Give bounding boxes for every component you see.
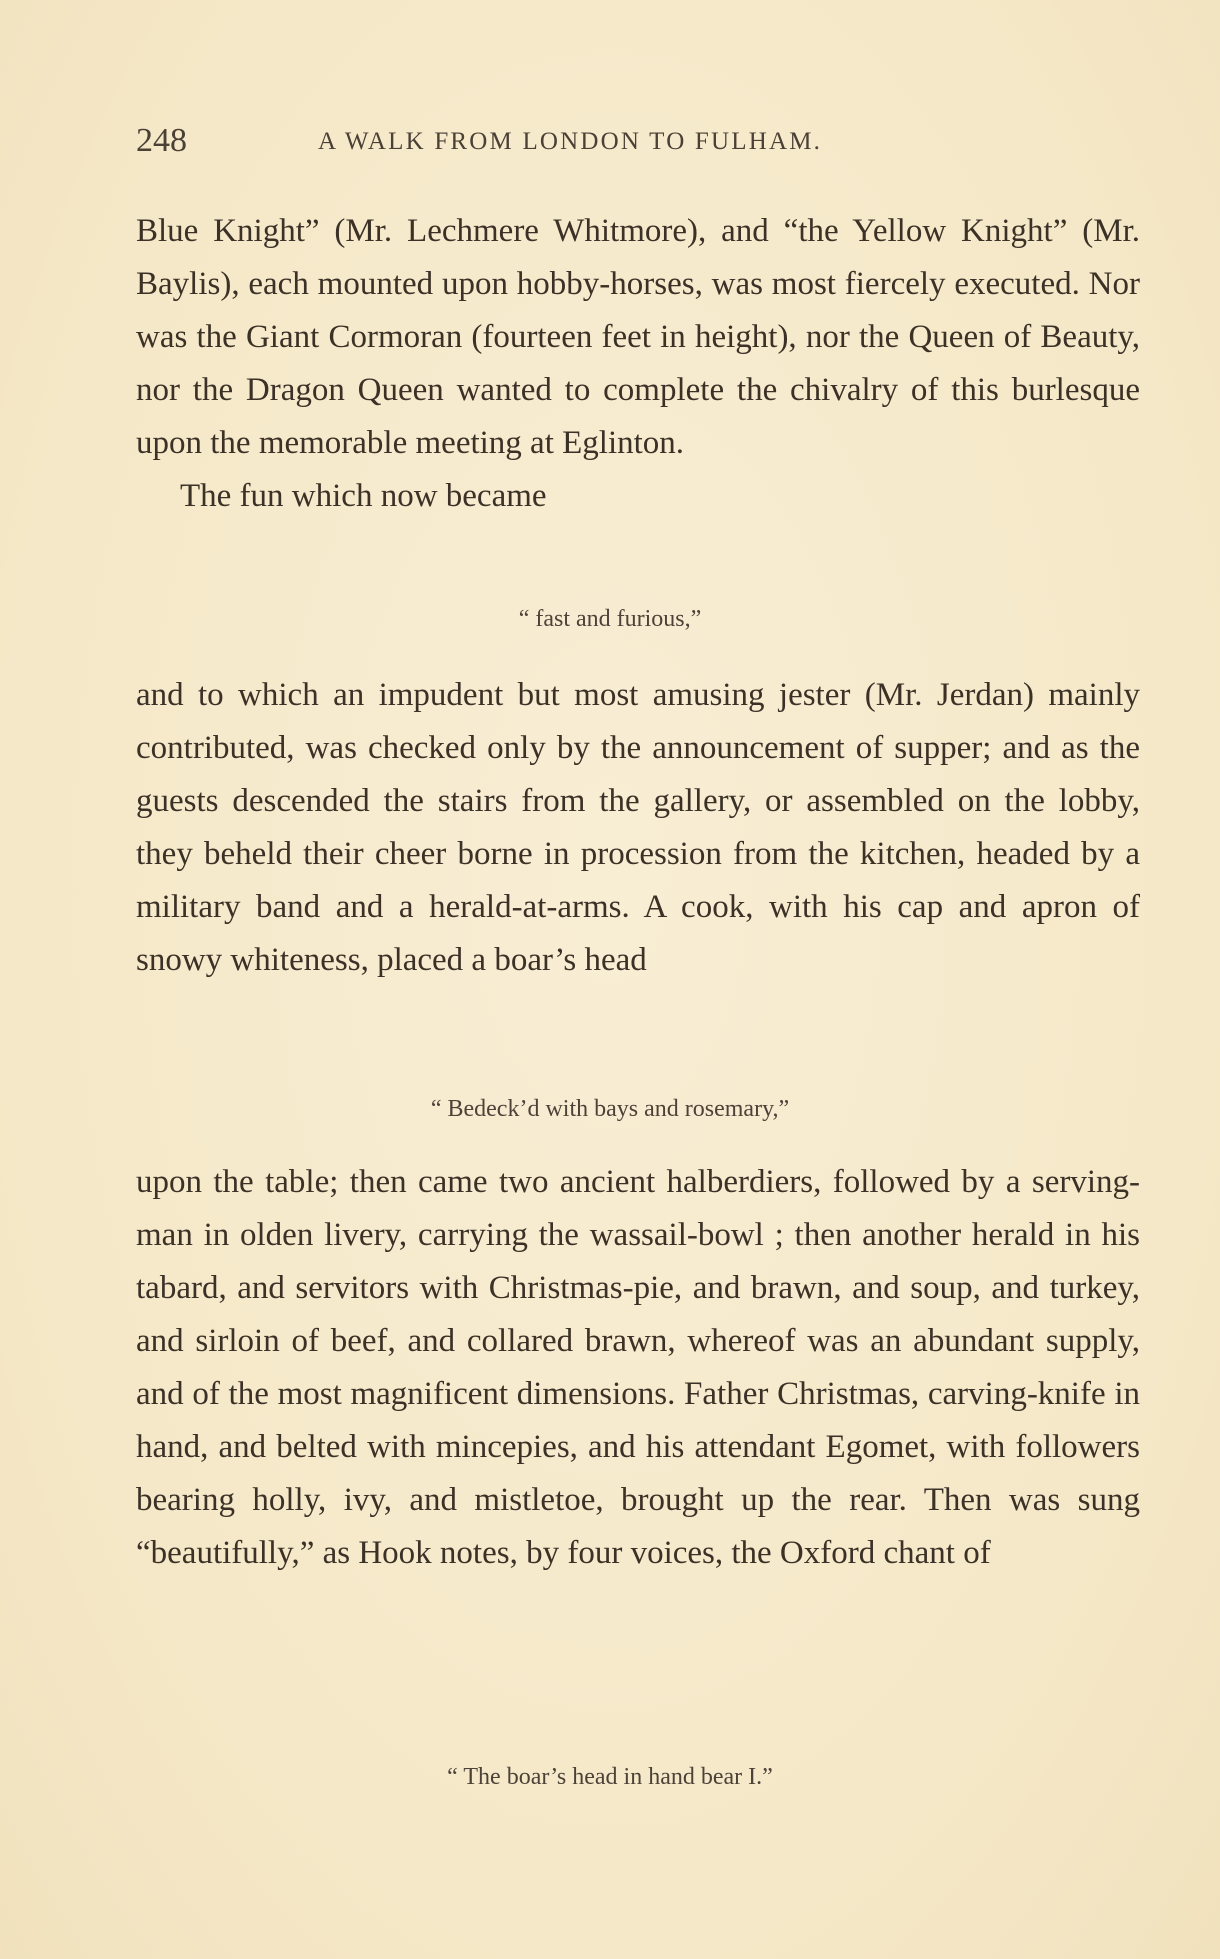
page-number: 248: [136, 122, 187, 159]
page-header: [136, 122, 1136, 162]
paragraph-supper: and to which an impudent but most amusing jester (Mr. Jerdan) mainly contributed, was checked only by the announcement of supper; and as the guests descended the stairs from the gallery, or assembled on the lobby, they beheld their cheer borne in procession from the kitchen, headed by a military band and a herald-at-arms. A cook, with his cap and apron of snowy whiteness, placed a boar’s head: [136, 677, 1140, 978]
quote-fast-and-furious: “ fast and furious,”: [518, 606, 702, 632]
paragraph-block-3: [136, 1156, 1140, 1580]
paragraph-fun-intro: The fun which now became: [180, 478, 547, 514]
paragraph-procession: upon the table; then came two ancient halberdiers, followed by a serving-man in olden livery, carrying the wassail-bowl ; then another herald in his tabard, and servitors with Christmas-pie, and brawn, and soup, and turkey, and sirloin of beef, and collared brawn, whereof was an abundant supply, and of the most magnificent dimensions. Father Christmas, carving-knife in hand, and belted with mincepies, and his attendant Egomet, with followers bearing holly, ivy, and mistletoe, brought up the rear. Then was sung “beautifully,” as Hook notes, by four voices, the Oxford chant of: [136, 1164, 1140, 1571]
paragraph-block-1: [136, 205, 1140, 523]
running-title: A WALK FROM LONDON TO FULHAM.: [318, 128, 823, 155]
paragraph-block-2: [136, 669, 1140, 987]
quote-bedeckd: “ Bedeck’d with bays and rosemary,”: [430, 1096, 790, 1122]
quote-boars-head: “ The boar’s head in hand bear I.”: [447, 1764, 773, 1790]
paragraph-knights: Blue Knight” (Mr. Lechmere Whitmore), and “the Yellow Knight” (Mr. Baylis), each mounted upon hobby-horses, was most fiercely executed. Nor was the Giant Cormoran (fourteen feet in height), nor the Queen of Beauty, nor the Dragon Queen wanted to complete the chivalry of this burlesque upon the memorable meeting at Eglinton.: [136, 213, 1140, 461]
